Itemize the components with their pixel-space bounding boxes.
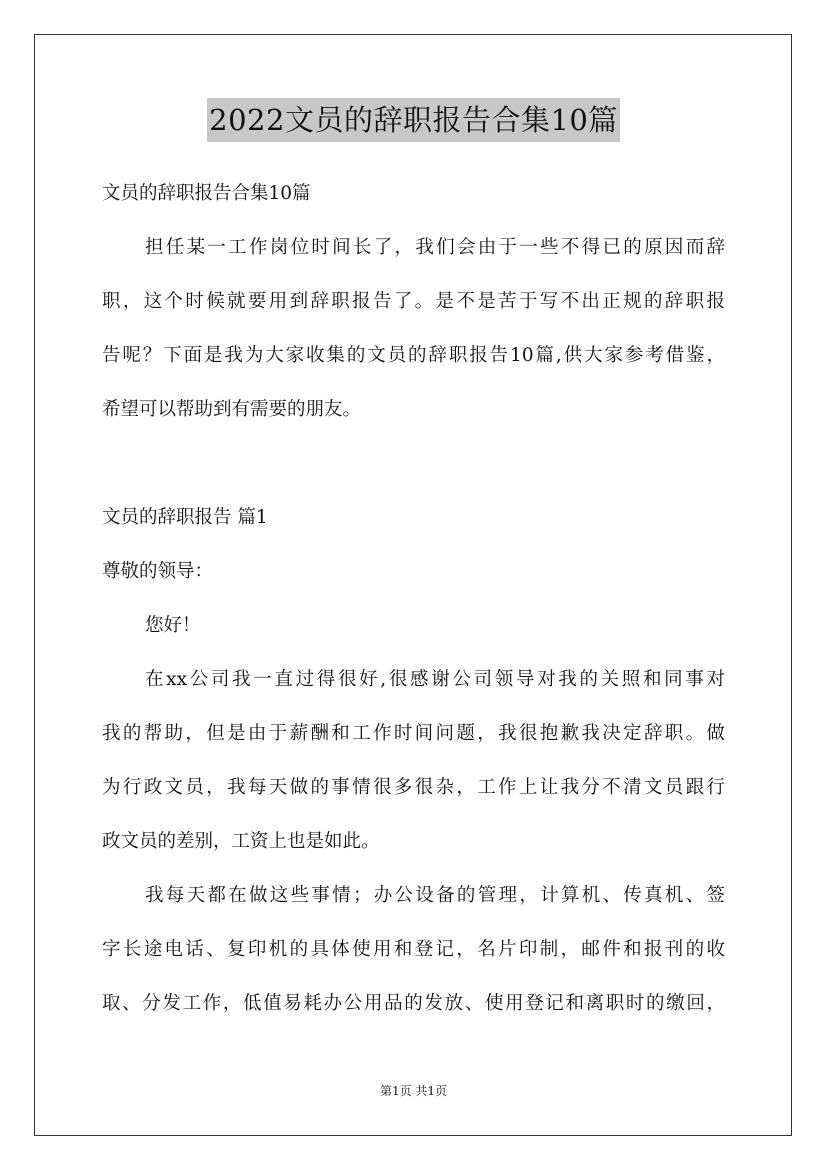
paragraph-line: 为行政文员，我每天做的事情很多很杂，工作上让我分不清文员跟行 <box>102 777 725 798</box>
salutation: 尊敬的领导： <box>102 561 214 582</box>
intro-line: 希望可以帮助到有需要的朋友。 <box>102 399 362 420</box>
section-heading: 文员的辞职报告 篇1 <box>102 507 268 528</box>
paragraph-line: 取、分发工作，低值易耗办公用品的发放、使用登记和离职时的缴回， <box>102 993 725 1014</box>
paragraph-line: 我每天都在做这些事情；办公设备的管理，计算机、传真机、签 <box>145 885 725 906</box>
document-subtitle: 文员的辞职报告合集10篇 <box>102 183 311 204</box>
paragraph-line: 我的帮助，但是由于薪酬和工作时间问题，我很抱歉我决定辞职。做 <box>102 723 725 744</box>
page-footer: 第1页 共1页 <box>379 1084 448 1098</box>
paragraph-line: 在xx公司我一直过得很好,很感谢公司领导对我的关照和同事对 <box>145 669 725 690</box>
paragraph-line: 政文员的差别，工资上也是如此。 <box>102 831 380 852</box>
title-container <box>0 98 827 142</box>
intro-line: 担任某一工作岗位时间长了，我们会由于一些不得已的原因而辞 <box>145 237 725 258</box>
paragraph-line: 字长途电话、复印机的具体使用和登记，名片印制，邮件和报刊的收 <box>102 939 725 960</box>
greeting: 您好！ <box>145 615 201 636</box>
intro-line: 告呢？下面是我为大家收集的文员的辞职报告10篇,供大家参考借鉴， <box>102 345 725 366</box>
intro-line: 职，这个时候就要用到辞职报告了。是不是苦于写不出正规的辞职报 <box>102 291 725 312</box>
document-title: 2022文员的辞职报告合集10篇 <box>207 98 620 142</box>
